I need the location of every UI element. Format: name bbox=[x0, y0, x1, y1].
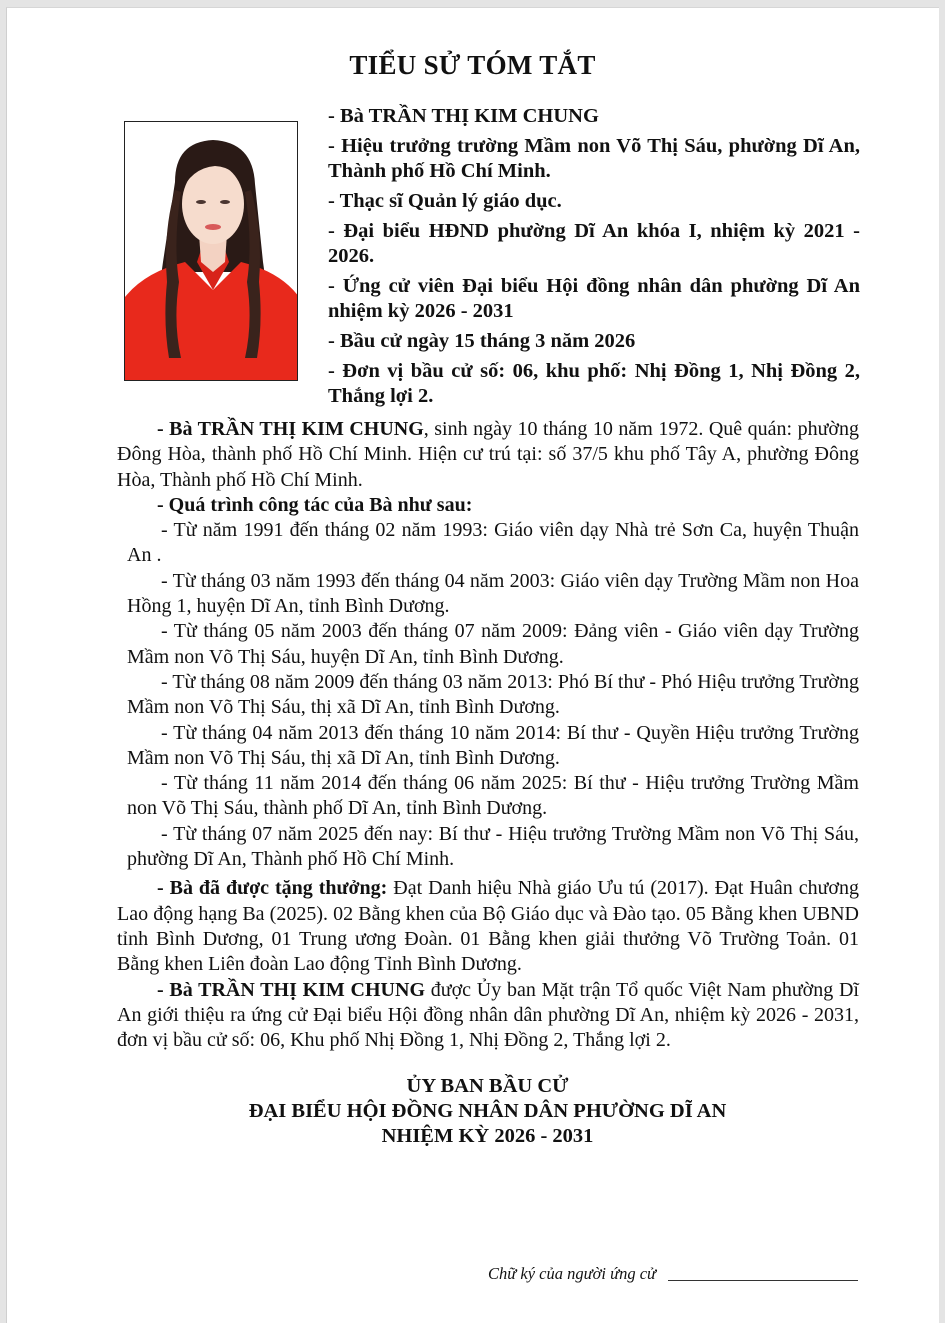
nomination-name: - Bà TRẦN THỊ KIM CHUNG bbox=[157, 978, 425, 1001]
summary-current-term: - Đại biểu HĐND phường Dĩ An khóa I, nhiệm kỳ 2021 - 2026. bbox=[328, 220, 860, 267]
portrait-image bbox=[125, 122, 298, 381]
intro-text: , sinh ngày 10 tháng 10 năm 1972. Quê quán: phường Đông Hòa, thành phố Hồ Chí Minh. Hiện cư trú tại: số 37/5 khu phố Tây A, phường Đông Hòa, Thành phố Hồ Chí Minh. bbox=[117, 418, 859, 491]
career-item: - Từ tháng 04 năm 2013 đến tháng 10 năm 2014: Bí thư - Quyền Hiệu trưởng Trường Mầm non Võ Thị Sáu, thị xã Dĩ An, tỉnh Bình Dương. bbox=[127, 721, 859, 769]
summary-candidacy: - Ứng cử viên Đại biểu Hội đồng nhân dân phường Dĩ An nhiệm kỳ 2026 - 2031 bbox=[328, 275, 860, 322]
awards-paragraph bbox=[117, 876, 859, 977]
career-item: - Từ tháng 11 năm 2014 đến tháng 06 năm 2025: Bí thư - Hiệu trưởng Trường Mầm non Võ Thị Sáu, thành phố Dĩ An, tỉnh Bình Dương. bbox=[127, 772, 859, 820]
career-item: - Từ tháng 08 năm 2009 đến tháng 03 năm 2013: Phó Bí thư - Phó Hiệu trưởng Trường Mầm non Võ Thị Sáu, thị xã Dĩ An, tỉnh Bình Dương. bbox=[127, 670, 859, 719]
summary-constituency: - Đơn vị bầu cử số: 06, khu phố: Nhị Đồng 1, Nhị Đồng 2, Thắng lợi 2. bbox=[328, 360, 860, 407]
candidate-summary bbox=[328, 104, 860, 414]
footer-line-2: ĐẠI BIỂU HỘI ĐỒNG NHÂN DÂN PHƯỜNG DĨ AN bbox=[248, 1100, 727, 1122]
career-item: - Từ tháng 03 năm 1993 đến tháng 04 năm 2003: Giáo viên dạy Trường Mầm non Hoa Hồng 1, huyện Dĩ An, tỉnh Bình Dương. bbox=[127, 569, 859, 618]
signature-line bbox=[668, 1280, 858, 1281]
intro-name: - Bà TRẦN THỊ KIM CHUNG bbox=[157, 418, 424, 440]
career-item: - Từ năm 1991 đến tháng 02 năm 1993: Giáo viên dạy Nhà trẻ Sơn Ca, huyện Thuận An . bbox=[127, 519, 859, 567]
career-heading-text: - Quá trình công tác của Bà như sau: bbox=[157, 493, 473, 516]
nomination-paragraph bbox=[117, 978, 859, 1054]
career-heading bbox=[117, 493, 859, 518]
career-item: - Từ tháng 07 năm 2025 đến nay: Bí thư - Hiệu trưởng Trường Mầm non Võ Thị Sáu, phường Dĩ An, Thành phố Hồ Chí Minh. bbox=[127, 822, 859, 871]
summary-position: - Hiệu trưởng trường Mầm non Võ Thị Sáu, phường Dĩ An, Thành phố Hồ Chí Minh. bbox=[328, 135, 860, 182]
summary-name: - Bà TRẦN THỊ KIM CHUNG bbox=[328, 105, 599, 127]
document-title: TIỂU SỬ TÓM TẮT bbox=[349, 50, 596, 80]
intro-paragraph bbox=[117, 417, 859, 493]
candidate-photo bbox=[124, 121, 298, 381]
nomination-text: được Ủy ban Mặt trận Tổ quốc Việt Nam phường Dĩ An giới thiệu ra ứng cử Đại biểu Hội đồng nhân dân phường Dĩ An, nhiệm kỳ 2026 - 2031, đơn vị bầu cử số: 06, Khu phố Nhị Đồng 1, Nhị Đồng 2, Thắng lợi 2. bbox=[117, 978, 859, 1052]
awards-text: Đạt Danh hiệu Nhà giáo Ưu tú (2017). Đạt Huân chương Lao động hạng Ba (2025). 02 Bằng khen của Bộ Giáo dục và Đào tạo. 05 Bằng khen UBND tỉnh Bình Dương, 01 Trung ương Đoàn. 01 Bằng khen giải thưởng Võ Trường Toản. 01 Bằng khen Liên đoàn Lao động Tỉnh Bình Dương. bbox=[117, 877, 859, 976]
summary-election-date: - Bầu cử ngày 15 tháng 3 năm 2026 bbox=[328, 330, 636, 352]
summary-degree: - Thạc sĩ Quản lý giáo dục. bbox=[328, 190, 562, 212]
footer-line-1: ỦY BAN BẦU CỬ bbox=[406, 1075, 569, 1097]
election-committee-footer bbox=[0, 1074, 945, 1149]
biography-body bbox=[117, 417, 859, 1053]
awards-label: - Bà đã được tặng thưởng: bbox=[157, 877, 388, 900]
signature-label: Chữ ký của người ứng cử bbox=[488, 1264, 657, 1283]
footer-line-3: NHIỆM KỲ 2026 - 2031 bbox=[381, 1125, 594, 1147]
career-item: - Từ tháng 05 năm 2003 đến tháng 07 năm 2009: Đảng viên - Giáo viên dạy Trường Mầm non Võ Thị Sáu, huyện Dĩ An, tỉnh Bình Dương. bbox=[127, 620, 859, 668]
